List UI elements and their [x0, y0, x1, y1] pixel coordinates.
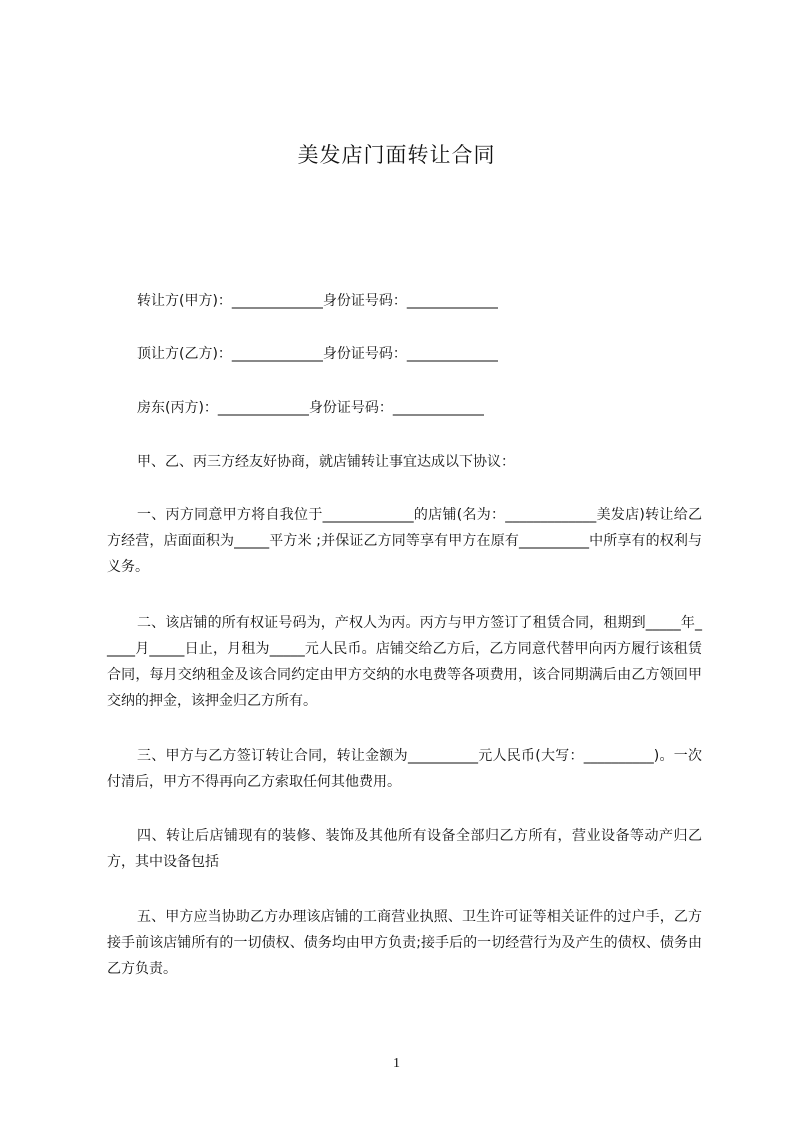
clause-2: 二、该店铺的所有权证号码为，产权人为丙。丙方与甲方签订了租赁合同，租期到_____年_____月_____日止，月租为_____元人民币。店铺交给乙方后，乙方同意代替甲向丙方履行该租赁合同，每月交纳租金及该合同约定由甲方交纳的水电费等各项费用，该合同期满后由乙方领回甲交纳的押金，该押金归乙方所有。 [107, 615, 702, 709]
clause-4: 四、转让后店铺现有的装修、装饰及其他所有设备全部归乙方所有，营业设备等动产归乙方，其中设备包括 [107, 828, 702, 870]
page-number: 1 [393, 1056, 400, 1071]
party-landlord-line: 房东(丙方)：_____________身份证号码：_____________ [137, 400, 484, 416]
document-title: 美发店门面转让合同 [297, 143, 496, 167]
clause-5: 五、甲方应当协助乙方办理该店铺的工商营业执照、卫生许可证等相关证件的过户手，乙方接手前该店铺所有的一切债权、债务均由甲方负责;接手后的一切经营行为及产生的债权、债务由乙方负责。 [107, 909, 702, 977]
party-transferee-line: 顶让方(乙方)：_____________身份证号码：_____________ [137, 346, 498, 362]
agreement-intro: 甲、乙、丙三方经友好协商，就店铺转让事宜达成以下协议： [137, 454, 515, 470]
clause-1: 一、丙方同意甲方将自我位于_____________的店铺(名为：_____________美发店)转让给乙方经营，店面面积为_____平方米 ;并保证乙方同等享有甲方在原有__________中所享有的权利与义务。 [107, 507, 702, 575]
party-transferor-line: 转让方(甲方)：_____________身份证号码：_____________ [137, 293, 498, 309]
clause-3: 三、甲方与乙方签订转让合同，转让金额为__________元人民币(大写：__________)。一次付清后，甲方不得再向乙方索取任何其他费用。 [107, 748, 702, 790]
